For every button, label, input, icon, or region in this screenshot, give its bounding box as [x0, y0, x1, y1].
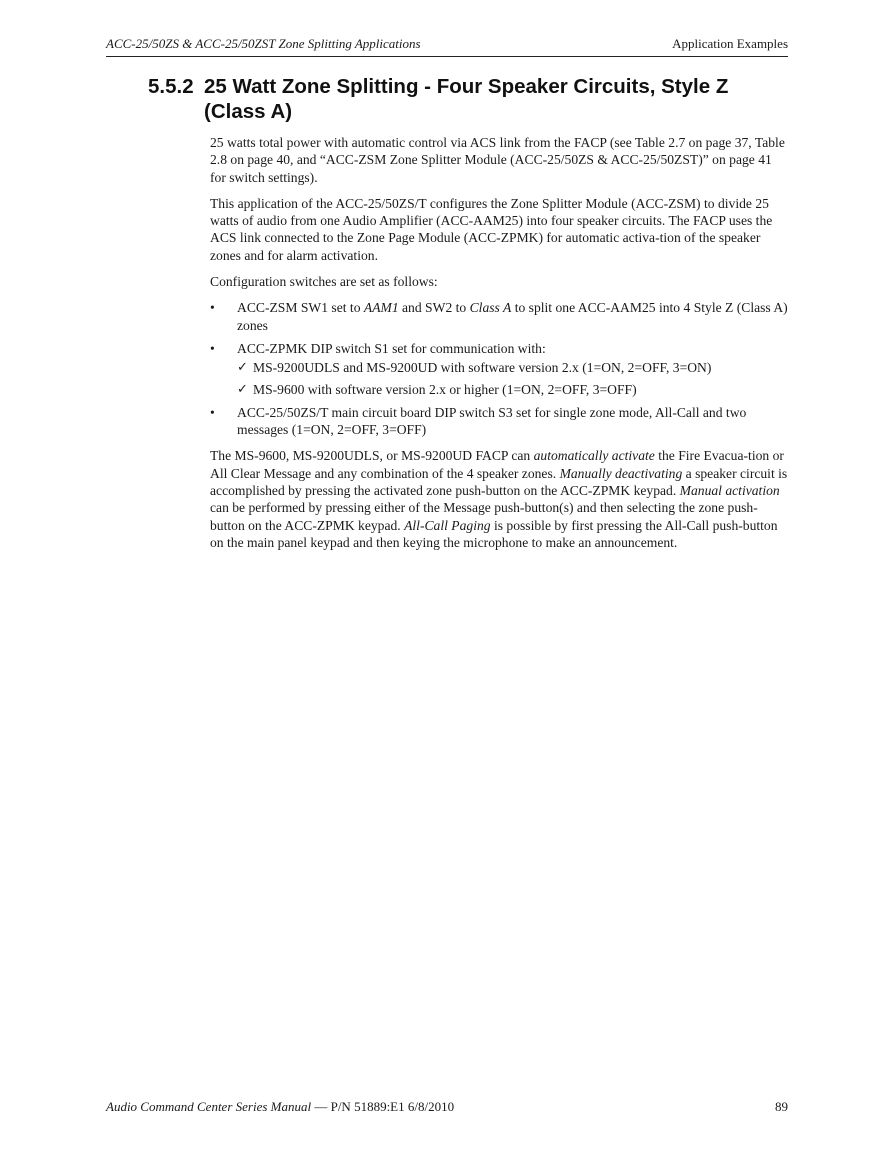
check-list-item — [237, 359, 790, 376]
para4-italic-manual-deactivate: Manually deactivating — [559, 465, 683, 481]
footer-manual-title: Audio Command Center Series Manual — [106, 1099, 312, 1114]
intro-paragraph: 25 watts total power with automatic control via ACS link from the FACP (see Table 2.7 on page 37, Table 2.8 on page 40, and “ACC-ZSM Zone Splitter Module (ACC-25/50ZS & ACC-25/50ZST)” on page 41 for switch settings). — [210, 135, 785, 185]
list-item — [210, 340, 790, 398]
bullet1-text-e: to split one ACC-AAM25 into 4 Style Z (Class A) zones — [237, 300, 788, 333]
checkmark-icon: ✓ — [237, 381, 248, 397]
page-header — [106, 36, 788, 57]
para4-text-3: a speaker circuit is accomplished by pressing the activated zone push-button on the ACC-ZPMK keypad. — [210, 465, 788, 499]
bullet1-text-c: and SW2 to — [398, 300, 470, 316]
para4-text-5: is possible by first pressing the All-Call push-button on the main panel keypad and then keying the microphone to make an announcement. — [210, 517, 778, 550]
para4-italic-manual-activation: Manual activation — [679, 483, 780, 499]
checkmark-icon: ✓ — [237, 360, 248, 376]
section-title-line2: (Class A) — [204, 100, 293, 123]
bullet1-text-a: ACC-ZSM SW1 set to — [237, 300, 364, 316]
bullet3-text: ACC-25/50ZS/T main circuit board DIP switch S3 set for single zone mode, All-Call and two messages (1=ON, 2=OFF, 3=OFF) — [237, 404, 747, 438]
para4-italic-all-call: All-Call Paging — [404, 517, 491, 533]
check-item-text: MS-9200UDLS and MS-9200UD with software version 2.x (1=ON, 2=OFF, 3=ON) — [253, 360, 712, 376]
section-body — [210, 134, 790, 560]
section-number: 5.5.2 — [148, 75, 194, 98]
bullet2-text: ACC-ZPMK DIP switch S1 set for communication with: — [237, 340, 546, 356]
operation-paragraph — [210, 447, 790, 551]
page-footer — [106, 1099, 788, 1119]
check-list-item — [237, 381, 790, 398]
section-heading — [148, 74, 788, 124]
list-item — [210, 404, 790, 439]
page-number: 89 — [775, 1099, 788, 1114]
header-section-title: Application Examples — [672, 36, 788, 51]
bullet1-italic-aam1: AAM1 — [363, 300, 399, 316]
para4-text-4: can be performed by pressing either of the Message push-button(s) and then selecting the zone push-button on the ACC-ZPMK keypad. — [210, 500, 758, 533]
check-item-text: MS-9600 with software version 2.x or higher (1=ON, 2=OFF, 3=OFF) — [253, 381, 637, 397]
footer-part-number: — P/N 51889:E1 6/8/2010 — [311, 1099, 455, 1114]
check-list — [237, 359, 790, 398]
bullet-marker: • — [210, 404, 215, 420]
config-intro-paragraph: Configuration switches are set as follows: — [210, 274, 438, 290]
para4-text-1: The MS-9600, MS-9200UDLS, or MS-9200UD FACP can — [210, 448, 534, 464]
bullet-marker: • — [210, 340, 215, 356]
section-title-line1: 25 Watt Zone Splitting - Four Speaker Circuits, Style Z — [204, 75, 729, 98]
config-bullet-list — [210, 299, 790, 438]
para4-text-2: the Fire Evacua-tion or All Clear Message and any combination of the 4 speaker zones. — [210, 448, 784, 481]
list-item — [210, 299, 790, 334]
bullet-marker: • — [210, 300, 215, 316]
footer-manual-info — [106, 1099, 454, 1115]
bullet1-italic-class-a: Class A — [469, 300, 512, 316]
application-paragraph: This application of the ACC-25/50ZS/T configures the Zone Splitter Module (ACC-ZSM) to divide 25 watts of audio from one Audio Amplifier (ACC-AAM25) into four speaker circuits. The FACP uses the ACS link connected to the Zone Page Module (ACC-ZPMK) for automatic activa-tion of the speaker zones and for alarm activation. — [210, 195, 773, 263]
header-chapter-title: ACC-25/50ZS & ACC-25/50ZST Zone Splitting Applications — [106, 36, 421, 51]
para4-italic-auto-activate: automatically activate — [533, 448, 655, 464]
